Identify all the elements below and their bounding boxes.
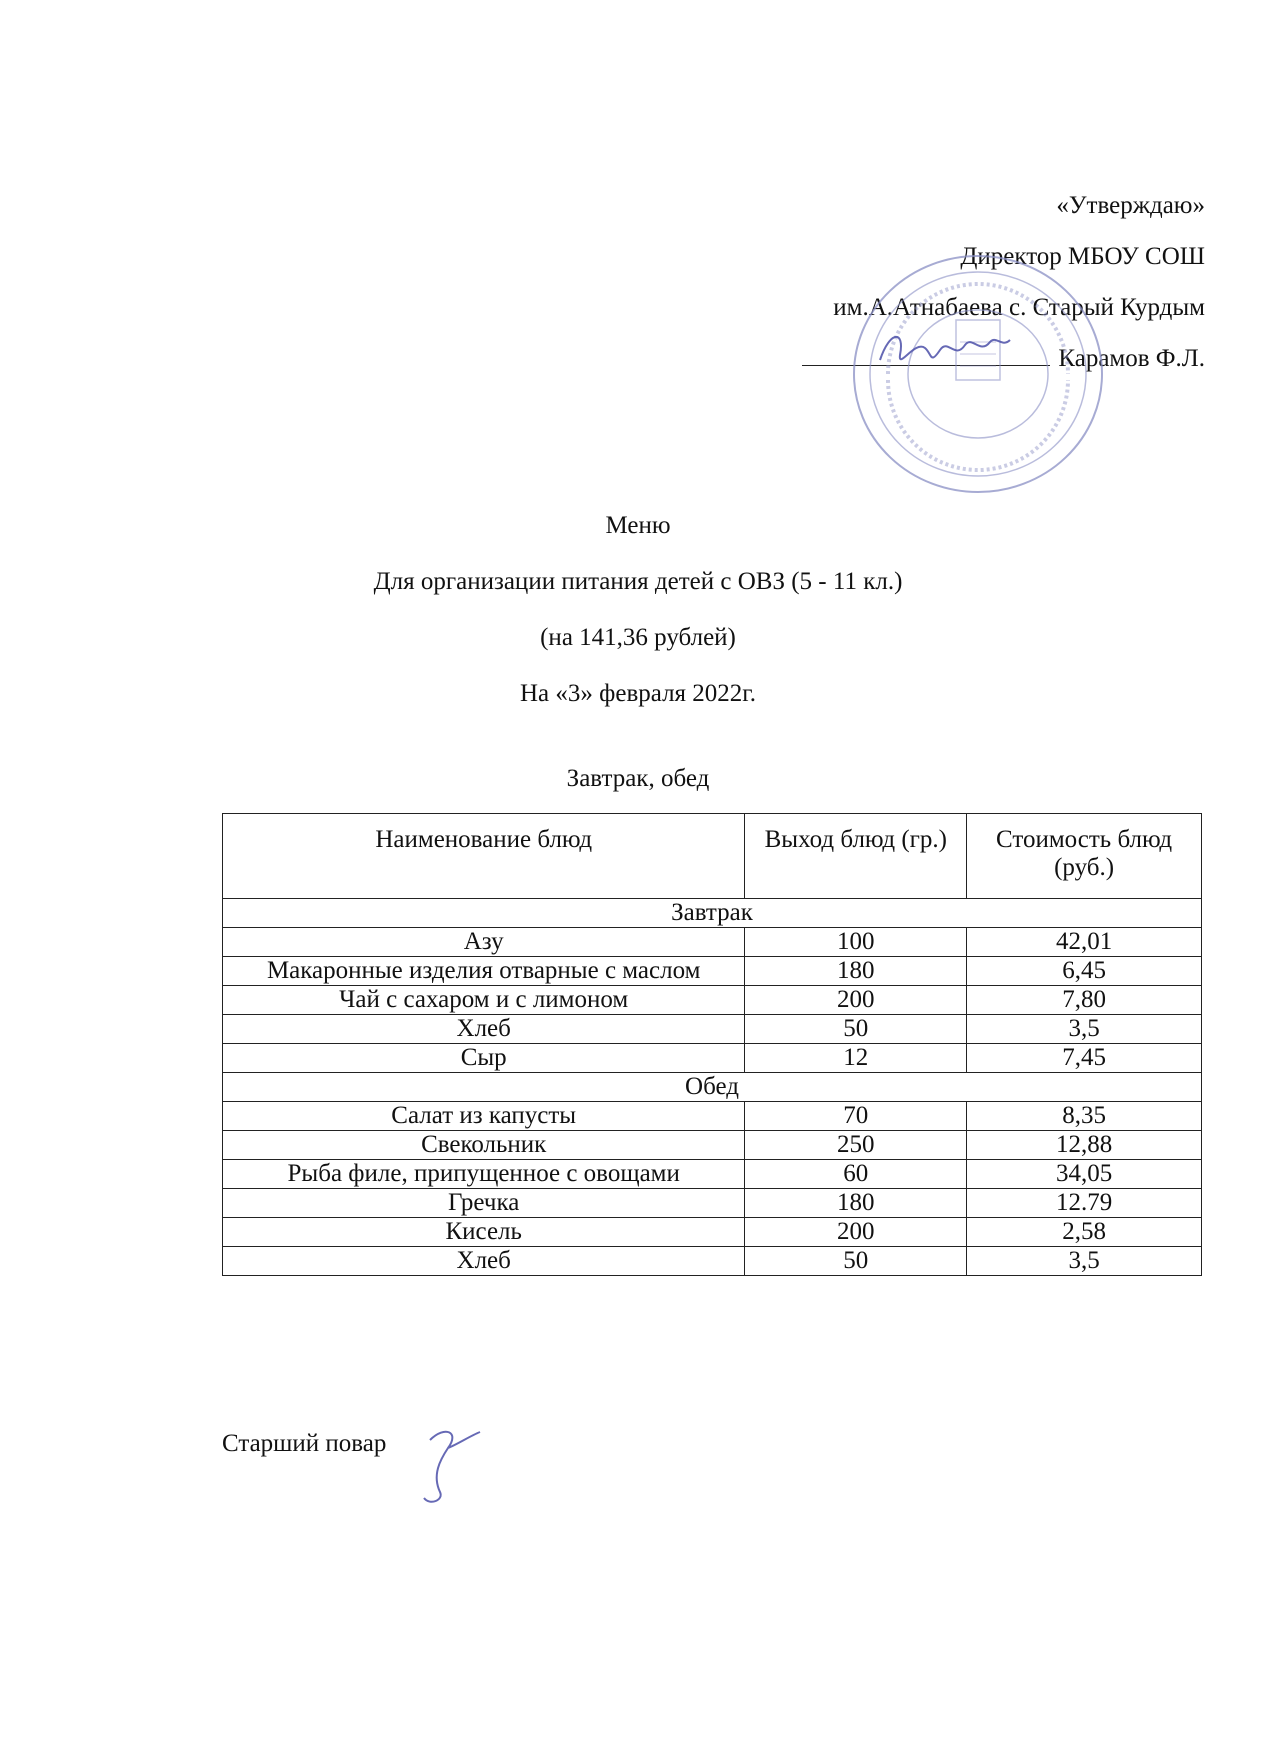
meal-label: Завтрак, обед bbox=[566, 765, 710, 792]
dish-cost: 2,58 bbox=[967, 1218, 1202, 1247]
dish-name: Азу bbox=[223, 928, 745, 957]
dish-cost: 7,80 bbox=[967, 986, 1202, 1015]
dish-cost: 8,35 bbox=[967, 1102, 1202, 1131]
dish-portion: 50 bbox=[745, 1247, 967, 1276]
dish-name: Сыр bbox=[223, 1044, 745, 1073]
cook-signoff-label: Старший повар bbox=[222, 1430, 387, 1457]
table-row bbox=[223, 1102, 1202, 1131]
menu-table bbox=[222, 813, 1202, 1276]
dish-cost: 7,45 bbox=[967, 1044, 1202, 1073]
dish-cost: 6,45 bbox=[967, 957, 1202, 986]
dish-cost: 12.79 bbox=[967, 1189, 1202, 1218]
menu-date: На «3» февраля 2022г. bbox=[520, 680, 756, 707]
director-name: Карамов Ф.Л. bbox=[1058, 345, 1205, 372]
dish-portion: 180 bbox=[745, 1189, 967, 1218]
dish-portion: 50 bbox=[745, 1015, 967, 1044]
dish-portion: 12 bbox=[745, 1044, 967, 1073]
approval-position: Директор МБОУ СОШ bbox=[960, 243, 1205, 270]
table-row bbox=[223, 1218, 1202, 1247]
table-row bbox=[223, 1160, 1202, 1189]
dish-name: Макаронные изделия отварные с маслом bbox=[223, 957, 745, 986]
menu-budget: (на 141,36 рублей) bbox=[540, 624, 736, 651]
menu-subtitle: Для организации питания детей с ОВЗ (5 - 11 кл.) bbox=[373, 568, 903, 595]
dish-portion: 200 bbox=[745, 986, 967, 1015]
table-row bbox=[223, 1247, 1202, 1276]
section-row-breakfast bbox=[223, 899, 1202, 928]
table-row bbox=[223, 1044, 1202, 1073]
dish-cost: 34,05 bbox=[967, 1160, 1202, 1189]
approval-school: им.А.Атнабаева с. Старый Курдым bbox=[833, 294, 1205, 321]
dish-name: Гречка bbox=[223, 1189, 745, 1218]
header-dish-name: Наименование блюд bbox=[223, 814, 745, 899]
dish-cost: 3,5 bbox=[967, 1015, 1202, 1044]
dish-portion: 250 bbox=[745, 1131, 967, 1160]
dish-name: Свекольник bbox=[223, 1131, 745, 1160]
dish-name: Кисель bbox=[223, 1218, 745, 1247]
cook-signature bbox=[410, 1420, 490, 1510]
section-title: Завтрак bbox=[223, 899, 1202, 928]
dish-cost: 3,5 bbox=[967, 1247, 1202, 1276]
dish-portion: 100 bbox=[745, 928, 967, 957]
dish-name: Рыба филе, припущенное с овощами bbox=[223, 1160, 745, 1189]
header-cost: Стоимость блюд (руб.) bbox=[967, 814, 1202, 899]
section-title: Обед bbox=[223, 1073, 1202, 1102]
approval-signature-row bbox=[802, 333, 1205, 384]
table-row bbox=[223, 957, 1202, 986]
table-row bbox=[223, 1015, 1202, 1044]
table-row bbox=[223, 1131, 1202, 1160]
menu-title: Меню bbox=[605, 512, 671, 539]
dish-portion: 70 bbox=[745, 1102, 967, 1131]
approval-title: «Утверждаю» bbox=[1056, 192, 1205, 219]
dish-cost: 12,88 bbox=[967, 1131, 1202, 1160]
signature-line bbox=[802, 339, 1050, 366]
dish-name: Хлеб bbox=[223, 1247, 745, 1276]
dish-portion: 180 bbox=[745, 957, 967, 986]
section-row-lunch bbox=[223, 1073, 1202, 1102]
dish-cost: 42,01 bbox=[967, 928, 1202, 957]
table-row bbox=[223, 1189, 1202, 1218]
dish-name: Хлеб bbox=[223, 1015, 745, 1044]
table-row bbox=[223, 986, 1202, 1015]
table-row bbox=[223, 928, 1202, 957]
table-header-row bbox=[223, 814, 1202, 899]
approval-block bbox=[802, 180, 1205, 384]
dish-portion: 60 bbox=[745, 1160, 967, 1189]
menu-heading bbox=[0, 498, 1276, 722]
dish-name: Чай с сахаром и с лимоном bbox=[223, 986, 745, 1015]
dish-name: Салат из капусты bbox=[223, 1102, 745, 1131]
dish-portion: 200 bbox=[745, 1218, 967, 1247]
header-portion: Выход блюд (гр.) bbox=[745, 814, 967, 899]
